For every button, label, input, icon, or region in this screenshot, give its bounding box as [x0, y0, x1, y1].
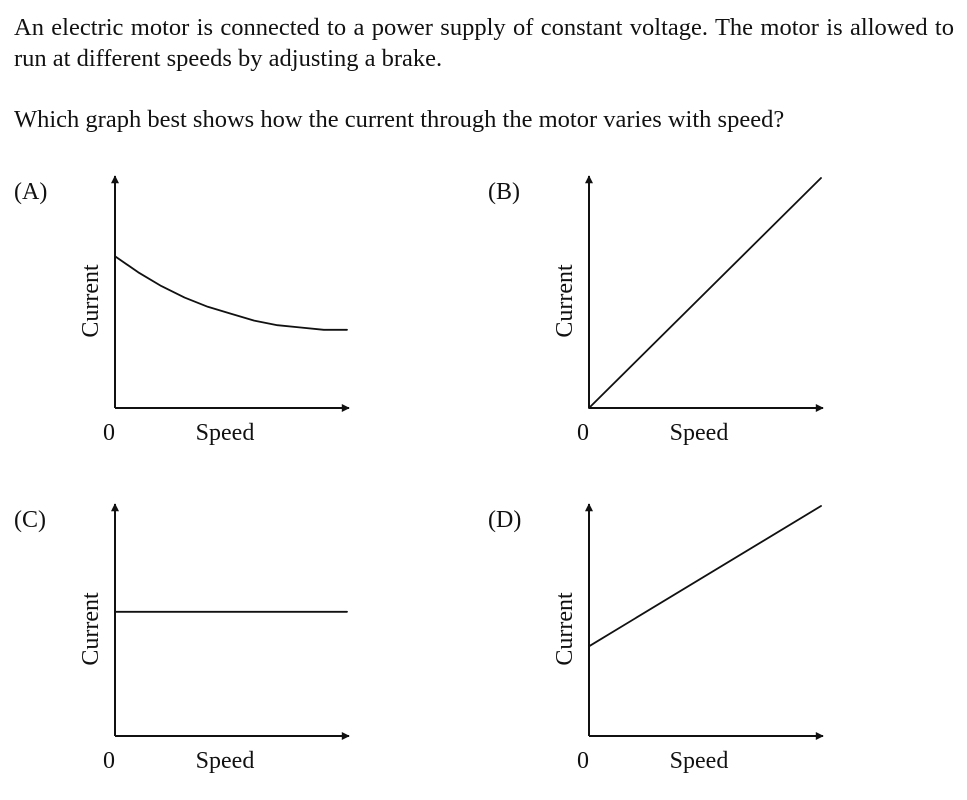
origin-label-a: 0: [103, 420, 115, 446]
x-axis-label-c: Speed: [195, 748, 255, 774]
x-axis-label-a: Speed: [195, 420, 255, 446]
option-label-d[interactable]: (D): [488, 507, 522, 533]
option-label-a[interactable]: (A): [14, 179, 48, 205]
y-axis-label-a: Current: [78, 264, 104, 338]
option-label-b[interactable]: (B): [488, 179, 520, 205]
graph-c: [78, 504, 349, 774]
y-axis-label-b: Current: [552, 264, 578, 338]
graph-b: [552, 176, 823, 446]
y-axis-label-d: Current: [552, 592, 578, 666]
graph-d: [552, 504, 823, 774]
y-axis-label-c: Current: [78, 592, 104, 666]
question-stem: An electric motor is connected to a power supply of constant voltage. The motor is allowed to run at different speeds by adjusting a brake.: [14, 14, 954, 72]
option-label-c[interactable]: (C): [14, 507, 46, 533]
series-line-a: [115, 256, 347, 330]
series-line-b: [589, 178, 821, 408]
origin-label-d: 0: [577, 748, 589, 774]
question-prompt: Which graph best shows how the current through the motor varies with speed?: [14, 106, 785, 133]
graph-a: [78, 176, 349, 446]
x-axis-label-b: Speed: [669, 420, 729, 446]
origin-label-c: 0: [103, 748, 115, 774]
series-line-d: [589, 506, 821, 646]
x-axis-label-d: Speed: [669, 748, 729, 774]
origin-label-b: 0: [577, 420, 589, 446]
